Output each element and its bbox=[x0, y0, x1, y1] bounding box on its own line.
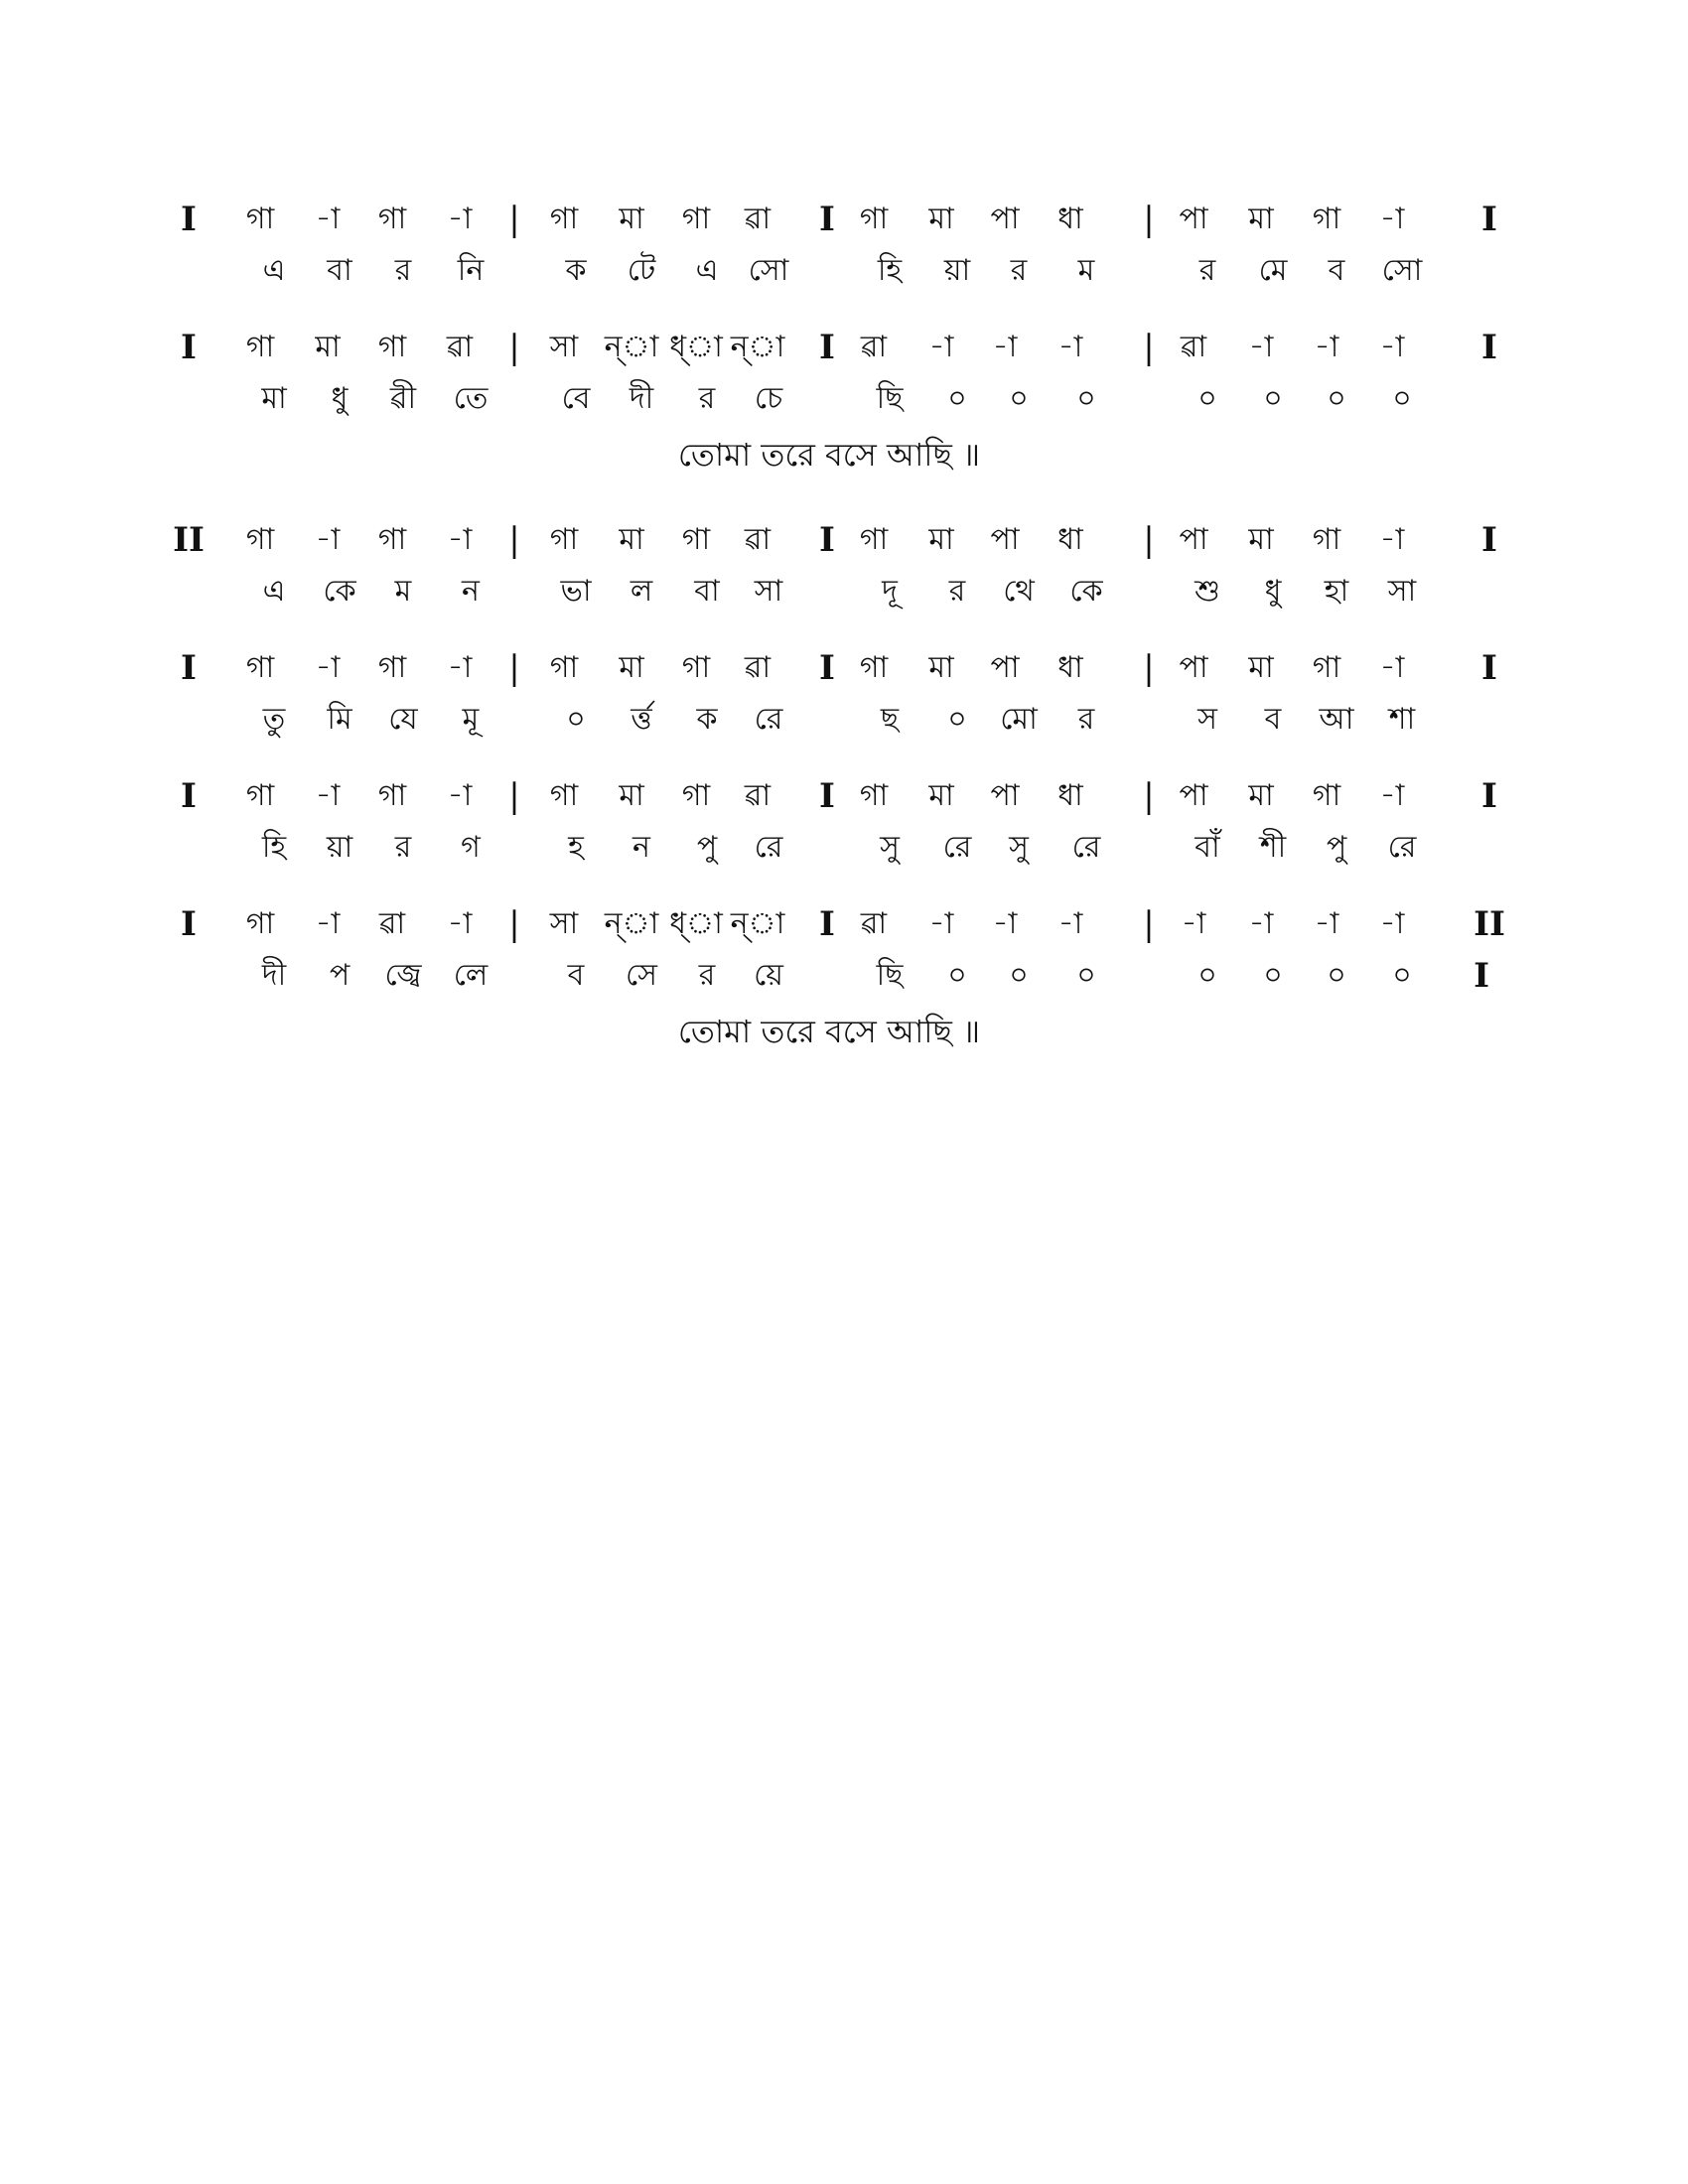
swara-note: মা bbox=[1248, 202, 1274, 236]
swara-note: গা bbox=[1312, 778, 1341, 813]
barline: I bbox=[819, 904, 835, 944]
swara-note: গা bbox=[681, 650, 711, 685]
lyric-syllable: পু bbox=[1326, 830, 1347, 865]
swara-note: সা bbox=[549, 330, 579, 364]
swara-note: -া bbox=[1379, 906, 1405, 941]
swara-note: ন্া bbox=[604, 330, 659, 364]
swara-note: -া bbox=[315, 202, 341, 236]
swara-note: -া bbox=[1379, 522, 1405, 557]
lyric-syllable: ৱী bbox=[389, 381, 417, 416]
swara-note: ৱা bbox=[744, 778, 772, 813]
swara-note: -া bbox=[1248, 906, 1274, 941]
lyric-syllable: ন bbox=[462, 574, 480, 609]
lyric-syllable: ০ bbox=[1009, 958, 1029, 993]
swara-note: মা bbox=[1248, 650, 1274, 685]
lyric-line bbox=[179, 822, 1509, 874]
lyric-syllable: য়া bbox=[326, 830, 353, 865]
swara-note: -া bbox=[447, 778, 473, 813]
lyric-syllable: দী bbox=[629, 381, 654, 416]
swara-note: পা bbox=[990, 778, 1020, 813]
lyric-syllable: যে bbox=[388, 702, 418, 737]
lyric-line bbox=[179, 245, 1509, 297]
swara-line bbox=[179, 770, 1509, 822]
lyric-syllable: বা bbox=[327, 253, 352, 288]
swara-note: -া bbox=[1314, 906, 1339, 941]
barline: I bbox=[1481, 648, 1497, 688]
barline: I bbox=[181, 648, 197, 688]
swara-note: -া bbox=[928, 906, 954, 941]
lyric-syllable: র bbox=[1198, 253, 1216, 288]
swara-note: ন্া bbox=[730, 330, 785, 364]
lyric-syllable: রে bbox=[942, 830, 972, 865]
barline: I bbox=[1481, 776, 1497, 816]
lyric-syllable: শু bbox=[1195, 574, 1220, 609]
swara-note: মা bbox=[928, 522, 954, 557]
swara-note: -া bbox=[315, 906, 341, 941]
lyric-syllable: ন bbox=[633, 830, 650, 865]
lyric-syllable: ম bbox=[394, 574, 412, 609]
swara-note: মা bbox=[619, 202, 644, 236]
lyric-syllable: মা bbox=[261, 381, 287, 416]
swara-note: মা bbox=[1248, 522, 1274, 557]
lyric-syllable: মি bbox=[327, 702, 352, 737]
lyric-syllable: থে bbox=[1003, 574, 1035, 609]
swara-note: -া bbox=[928, 330, 954, 364]
swara-note: পা bbox=[1179, 202, 1208, 236]
lyric-syllable: ভা bbox=[560, 574, 592, 609]
swara-note: পা bbox=[1179, 650, 1208, 685]
swara-note: মা bbox=[928, 650, 954, 685]
barline: | bbox=[1143, 520, 1155, 560]
lyric-syllable: হি bbox=[261, 830, 287, 865]
lyric-syllable: ম bbox=[1077, 253, 1095, 288]
barline: | bbox=[1143, 328, 1155, 367]
swara-note: গা bbox=[1312, 522, 1341, 557]
swara-note: পা bbox=[1179, 778, 1208, 813]
swara-note: পা bbox=[990, 650, 1020, 685]
swara-line bbox=[179, 642, 1509, 694]
lyric-syllable: বা bbox=[694, 574, 720, 609]
barline: | bbox=[1143, 776, 1155, 816]
swara-note: ৱা bbox=[744, 202, 772, 236]
barline: | bbox=[1143, 904, 1155, 944]
barline: I bbox=[819, 776, 835, 816]
swara-note: গা bbox=[245, 202, 275, 236]
lyric-syllable: হ bbox=[568, 830, 584, 865]
lyric-syllable: ০ bbox=[947, 381, 967, 416]
lyric-syllable: ধু bbox=[331, 381, 349, 416]
lyric-syllable: ০ bbox=[1327, 381, 1346, 416]
swara-note: -া bbox=[1379, 330, 1405, 364]
swara-note: মা bbox=[619, 650, 644, 685]
lyric-syllable: মো bbox=[1000, 702, 1038, 737]
stave-5 bbox=[179, 770, 1509, 874]
swara-note: -া bbox=[1248, 330, 1274, 364]
swara-note: ৱা bbox=[744, 650, 772, 685]
lyric-syllable: ব bbox=[1328, 253, 1345, 288]
swara-note: ধা bbox=[1057, 522, 1083, 557]
lyric-syllable: র্ত্ত bbox=[631, 702, 652, 737]
lyric-syllable: ল bbox=[630, 574, 653, 609]
lyric-syllable: মে bbox=[1258, 253, 1288, 288]
swara-note: মা bbox=[619, 778, 644, 813]
lyric-syllable: শা bbox=[1388, 702, 1416, 737]
lyric-syllable: হি bbox=[877, 253, 903, 288]
swara-note: ধা bbox=[1057, 202, 1083, 236]
lyric-syllable: রে bbox=[754, 830, 783, 865]
lyric-syllable: ০ bbox=[1197, 958, 1217, 993]
lyric-syllable: ০ bbox=[947, 702, 967, 737]
swara-note: মা bbox=[1248, 778, 1274, 813]
lyric-syllable: শী bbox=[1259, 830, 1287, 865]
lyric-syllable: গ bbox=[461, 830, 481, 865]
stave-6 bbox=[179, 898, 1509, 1057]
lyric-syllable: সু bbox=[1009, 830, 1029, 865]
barline: I bbox=[819, 328, 835, 367]
lyric-syllable: র bbox=[394, 253, 412, 288]
lyric-syllable: ক bbox=[565, 253, 587, 288]
lyric-syllable: এ bbox=[262, 253, 286, 288]
lyric-syllable: আ bbox=[1319, 702, 1354, 737]
swara-note: গা bbox=[681, 778, 711, 813]
barline: | bbox=[1143, 200, 1155, 239]
lyric-syllable: হা bbox=[1324, 574, 1349, 609]
lyric-syllable: মূ bbox=[462, 702, 480, 737]
swara-note: পা bbox=[1179, 522, 1208, 557]
swara-note: গা bbox=[245, 906, 275, 941]
swara-note: -া bbox=[315, 778, 341, 813]
lyric-syllable: ব bbox=[1264, 702, 1282, 737]
lyric-line bbox=[179, 950, 1509, 1002]
swara-note: গা bbox=[1312, 650, 1341, 685]
swara-note: -া bbox=[1379, 778, 1405, 813]
lyric-syllable: লে bbox=[453, 958, 489, 993]
swara-note: গা bbox=[549, 522, 579, 557]
lyric-syllable: দী bbox=[261, 958, 287, 993]
lyric-syllable: তে bbox=[453, 381, 489, 416]
barline: I bbox=[181, 904, 197, 944]
barline: | bbox=[508, 520, 520, 560]
swara-note: গা bbox=[245, 650, 275, 685]
lyric-syllable: কে bbox=[1069, 574, 1103, 609]
notation-sheet bbox=[173, 194, 1509, 1091]
swara-note: -া bbox=[992, 330, 1018, 364]
barline: | bbox=[508, 776, 520, 816]
lyric-syllable: ০ bbox=[1076, 381, 1096, 416]
stave-2 bbox=[179, 322, 1509, 480]
lyric-syllable: পু bbox=[696, 830, 718, 865]
barline: I bbox=[819, 520, 835, 560]
lyric-syllable: ধু bbox=[1264, 574, 1282, 609]
swara-note: ধ্া bbox=[669, 906, 723, 941]
swara-note: গা bbox=[245, 330, 275, 364]
lyric-syllable: ছি bbox=[876, 381, 904, 416]
swara-note: ৱা bbox=[1180, 330, 1207, 364]
lyric-syllable: বাঁ bbox=[1195, 830, 1220, 865]
swara-note: ৱা bbox=[744, 522, 772, 557]
lyric-syllable: সা bbox=[754, 574, 783, 609]
lyric-syllable: য়ে bbox=[754, 958, 783, 993]
lyric-line bbox=[179, 566, 1509, 617]
lyric-syllable: সু bbox=[880, 830, 900, 865]
swara-note: গা bbox=[859, 202, 889, 236]
swara-note: সা bbox=[549, 906, 579, 941]
stave-4 bbox=[179, 642, 1509, 746]
lyric-syllable: ০ bbox=[1009, 381, 1029, 416]
swara-note: গা bbox=[377, 202, 407, 236]
swara-note: ধা bbox=[1057, 778, 1083, 813]
lyric-syllable: তু bbox=[262, 702, 286, 737]
lyric-syllable: র bbox=[698, 381, 716, 416]
lyric-syllable: সো bbox=[748, 253, 789, 288]
lyric-syllable: ০ bbox=[1263, 958, 1283, 993]
swara-note: -া bbox=[315, 650, 341, 685]
barline: | bbox=[508, 648, 520, 688]
barline: II bbox=[173, 520, 205, 560]
swara-note: -া bbox=[447, 650, 473, 685]
swara-note: গা bbox=[859, 522, 889, 557]
lyric-syllable: ছি bbox=[876, 958, 904, 993]
lyric-syllable: বে bbox=[561, 381, 591, 416]
barline: I bbox=[819, 200, 835, 239]
swara-note: -া bbox=[447, 522, 473, 557]
barline: | bbox=[508, 200, 520, 239]
lyric-syllable: ০ bbox=[1076, 958, 1096, 993]
swara-note: -া bbox=[992, 906, 1018, 941]
lyric-syllable: নি bbox=[457, 253, 485, 288]
lyric-line bbox=[179, 373, 1509, 425]
swara-note: -া bbox=[1057, 330, 1083, 364]
lyric-syllable: ০ bbox=[1392, 381, 1412, 416]
swara-note: -া bbox=[1057, 906, 1083, 941]
lyric-syllable: এ bbox=[695, 253, 719, 288]
swara-note: গা bbox=[549, 202, 579, 236]
swara-note: মা bbox=[619, 522, 644, 557]
swara-note: মা bbox=[928, 202, 954, 236]
swara-note: গা bbox=[681, 522, 711, 557]
lyric-syllable: ০ bbox=[1263, 381, 1283, 416]
lyric-syllable: ০ bbox=[947, 958, 967, 993]
barline: I bbox=[1481, 328, 1497, 367]
lyric-syllable: রে bbox=[1387, 830, 1417, 865]
swara-note: পা bbox=[990, 202, 1020, 236]
swara-note: গা bbox=[377, 650, 407, 685]
lyric-syllable: সে bbox=[626, 958, 657, 993]
stave-3 bbox=[173, 514, 1509, 617]
lyric-syllable: এ bbox=[262, 574, 286, 609]
lyric-syllable: চে bbox=[754, 381, 783, 416]
swara-note: ৱা bbox=[860, 906, 888, 941]
swara-note: মা bbox=[315, 330, 341, 364]
swara-note: -া bbox=[447, 906, 473, 941]
swara-note: মা bbox=[928, 778, 954, 813]
swara-note: ন্া bbox=[604, 906, 659, 941]
lyric-syllable: রে bbox=[754, 702, 783, 737]
swara-note: পা bbox=[990, 522, 1020, 557]
swara-note: গা bbox=[859, 778, 889, 813]
lyric-syllable: ক bbox=[696, 702, 718, 737]
barline: I bbox=[1481, 520, 1497, 560]
swara-note: গা bbox=[1312, 202, 1341, 236]
lyric-syllable: ০ bbox=[566, 702, 586, 737]
lyric-syllable: ০ bbox=[1327, 958, 1346, 993]
barline: I bbox=[181, 776, 197, 816]
lyric-syllable: দূ bbox=[882, 574, 898, 609]
swara-note: ৱা bbox=[446, 330, 474, 364]
swara-note: ন্া bbox=[730, 906, 785, 941]
swara-note: গা bbox=[377, 778, 407, 813]
swara-note: -া bbox=[1379, 650, 1405, 685]
lyric-syllable: ব bbox=[567, 958, 585, 993]
swara-note: গা bbox=[859, 650, 889, 685]
swara-line bbox=[179, 322, 1509, 373]
stave-1 bbox=[179, 194, 1509, 297]
lyric-syllable: সা bbox=[1387, 574, 1417, 609]
barline: | bbox=[508, 904, 520, 944]
swara-note: ৱা bbox=[378, 906, 406, 941]
swara-note: ধা bbox=[1057, 650, 1083, 685]
barline: | bbox=[1143, 648, 1155, 688]
barline: | bbox=[508, 328, 520, 367]
swara-note: গা bbox=[549, 778, 579, 813]
lyric-syllable: ছ bbox=[880, 702, 900, 737]
lyric-syllable: র bbox=[1010, 253, 1028, 288]
swara-line bbox=[173, 514, 1509, 566]
lyric-syllable: প bbox=[329, 958, 351, 993]
lyric-syllable: ০ bbox=[1392, 958, 1412, 993]
swara-note: ৱা bbox=[860, 330, 888, 364]
lyric-syllable: র bbox=[948, 574, 966, 609]
lyric-syllable: স bbox=[1197, 702, 1217, 737]
lyric-syllable: র bbox=[394, 830, 412, 865]
barline: I bbox=[819, 648, 835, 688]
barline: I bbox=[1481, 200, 1497, 239]
swara-note: -া bbox=[447, 202, 473, 236]
lyric-syllable: টে bbox=[627, 253, 656, 288]
barline: I bbox=[181, 200, 197, 239]
swara-note: গা bbox=[549, 650, 579, 685]
swara-line bbox=[179, 194, 1509, 245]
barline: I bbox=[181, 328, 197, 367]
lyric-syllable: রে bbox=[1071, 830, 1101, 865]
lyric-line bbox=[179, 694, 1509, 746]
swara-note: গা bbox=[681, 202, 711, 236]
swara-note: গা bbox=[245, 522, 275, 557]
refrain-line: তোমা তরে বসে আছি ॥ bbox=[677, 436, 981, 474]
lyric-syllable: জ্বে bbox=[384, 958, 422, 993]
lyric-syllable: র bbox=[1077, 702, 1095, 737]
lyric-syllable: য়া bbox=[943, 253, 971, 288]
swara-note: -া bbox=[315, 522, 341, 557]
swara-note: ধ্া bbox=[669, 330, 723, 364]
swara-note: গা bbox=[377, 330, 407, 364]
swara-note: -া bbox=[1314, 330, 1339, 364]
lyric-syllable: র bbox=[698, 958, 716, 993]
lyric-syllable: কে bbox=[323, 574, 356, 609]
swara-note: -া bbox=[1379, 202, 1405, 236]
swara-note: গা bbox=[245, 778, 275, 813]
swara-note: -া bbox=[1181, 906, 1206, 941]
barline: II I bbox=[1474, 904, 1505, 996]
lyric-syllable: ০ bbox=[1197, 381, 1217, 416]
lyric-syllable: সো bbox=[1381, 253, 1423, 288]
swara-note: গা bbox=[377, 522, 407, 557]
refrain-line: তোমা তরে বসে আছি ॥ bbox=[677, 1013, 981, 1050]
